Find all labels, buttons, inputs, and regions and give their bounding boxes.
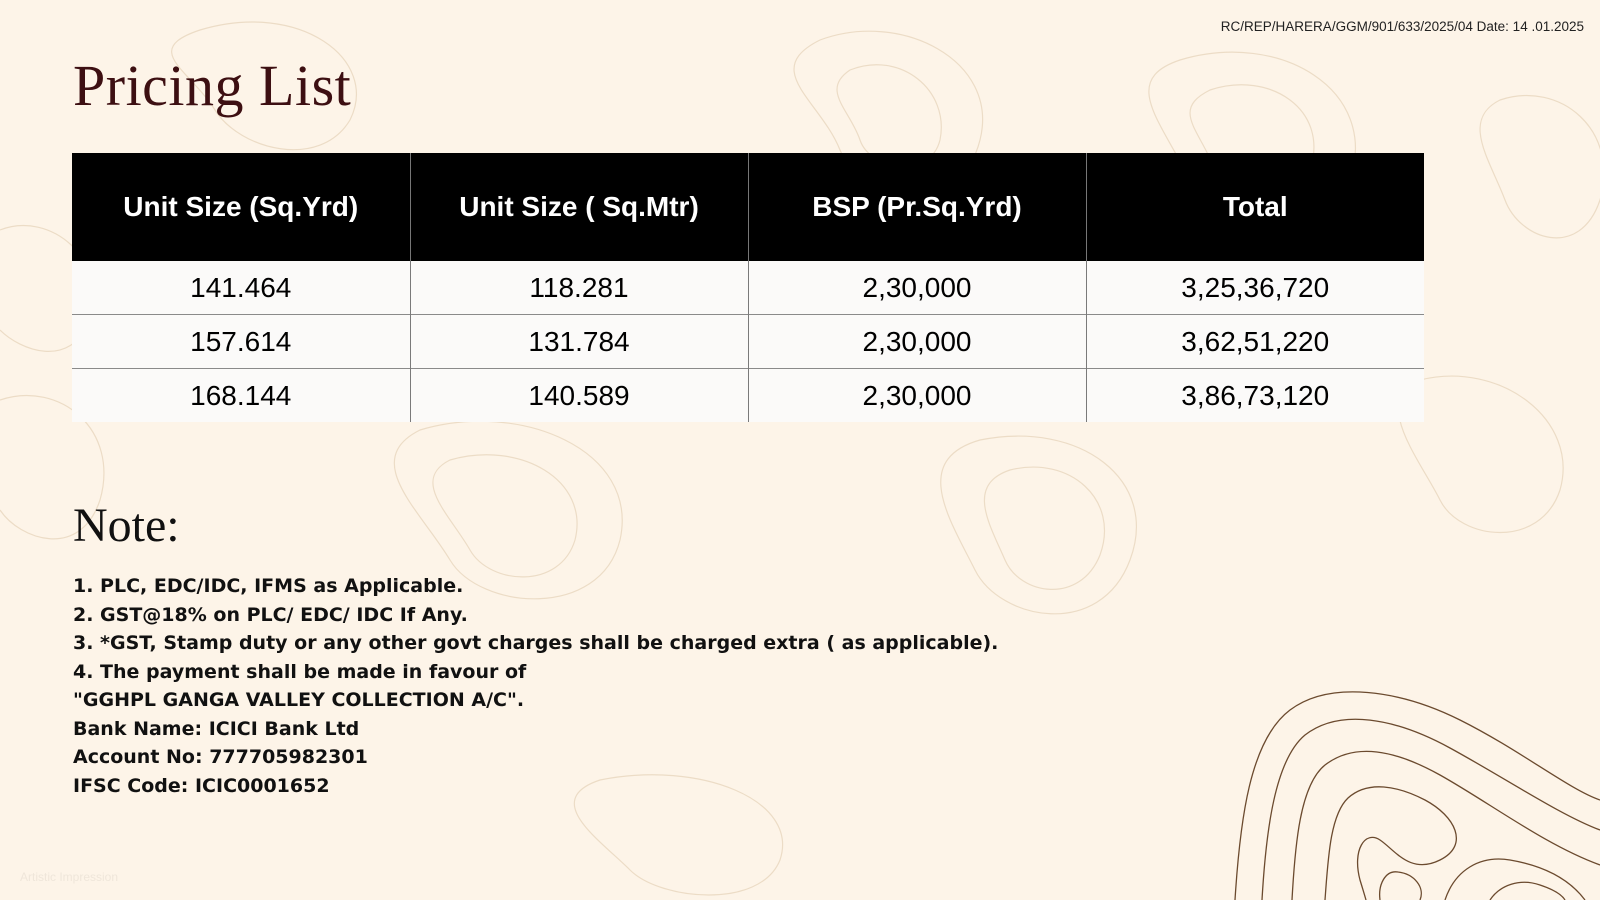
cell-total: 3,62,51,220 xyxy=(1086,315,1424,369)
cell-bsp: 2,30,000 xyxy=(748,369,1086,423)
cell-total: 3,25,36,720 xyxy=(1086,261,1424,315)
cell-bsp: 2,30,000 xyxy=(748,315,1086,369)
note-line-govt-charges: 3. *GST, Stamp duty or any other govt charges shall be charged extra ( as applicable). xyxy=(73,632,999,654)
cell-unit-size-sqmtr: 131.784 xyxy=(410,315,748,369)
column-header-total: Total xyxy=(1086,153,1424,261)
bank-name: Bank Name: ICICI Bank Ltd xyxy=(73,717,360,740)
column-header-unit-size-sqmtr: Unit Size ( Sq.Mtr) xyxy=(410,153,748,261)
cell-unit-size-sqyrd: 141.464 xyxy=(72,261,410,315)
note-line-plc: 1. PLC, EDC/IDC, IFMS as Applicable. xyxy=(73,575,464,597)
cell-unit-size-sqyrd: 157.614 xyxy=(72,315,410,369)
notes-list xyxy=(73,572,998,800)
note-line-gst: 2. GST@18% on PLC/ EDC/ IDC If Any. xyxy=(73,603,468,626)
notes-title: Note: xyxy=(73,499,180,552)
pricing-table xyxy=(72,153,1424,422)
cell-bsp: 2,30,000 xyxy=(748,261,1086,315)
reference-code: RC/REP/HARERA/GGM/901/633/2025/04 Date: 14 .01.2025 xyxy=(1220,19,1584,34)
decorative-contour-lines xyxy=(1235,692,1600,900)
table-row xyxy=(72,315,1424,369)
account-number: Account No: 777705982301 xyxy=(73,746,368,768)
table-header-row xyxy=(72,153,1424,261)
ifsc-code: IFSC Code: ICIC0001652 xyxy=(73,774,330,797)
note-line-payment: 4. The payment shall be made in favour of xyxy=(73,660,527,683)
table-row xyxy=(72,369,1424,423)
artistic-impression-watermark: Artistic Impression xyxy=(20,870,119,884)
cell-unit-size-sqmtr: 118.281 xyxy=(410,261,748,315)
cell-total: 3,86,73,120 xyxy=(1086,369,1424,423)
table-row xyxy=(72,261,1424,315)
cell-unit-size-sqmtr: 140.589 xyxy=(410,369,748,423)
page-title: Pricing List xyxy=(73,53,352,118)
column-header-unit-size-sqyrd: Unit Size (Sq.Yrd) xyxy=(72,153,410,261)
note-line-account-name: "GGHPL GANGA VALLEY COLLECTION A/C". xyxy=(73,689,525,711)
column-header-bsp: BSP (Pr.Sq.Yrd) xyxy=(748,153,1086,261)
cell-unit-size-sqyrd: 168.144 xyxy=(72,369,410,423)
